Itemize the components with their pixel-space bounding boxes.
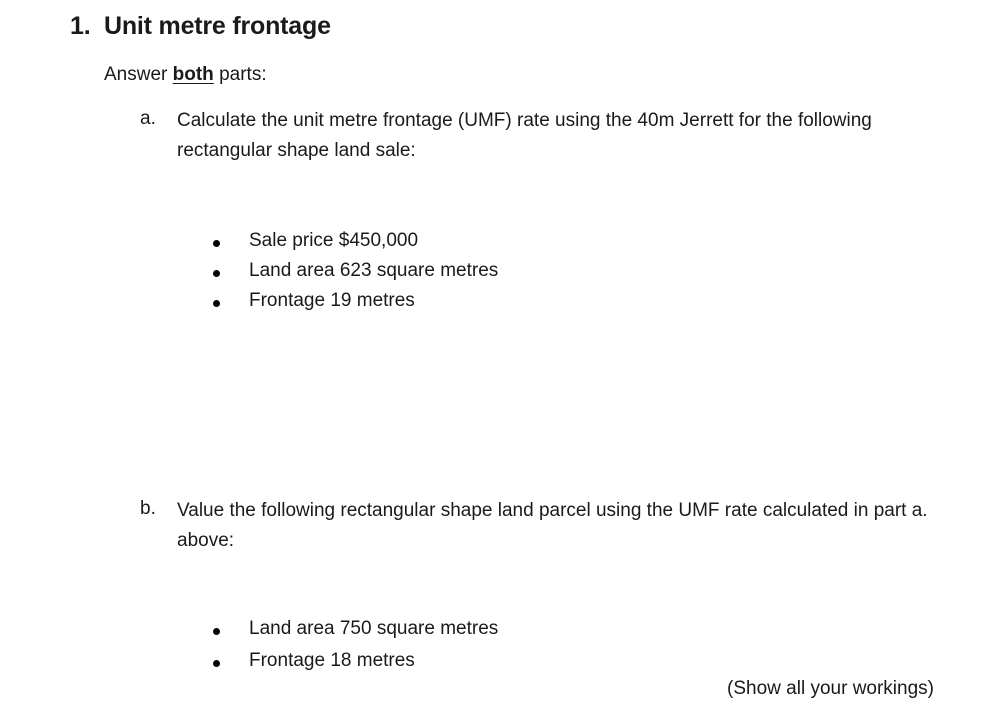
instruction-line [104, 64, 267, 86]
part-b-bullet-2: Frontage 18 metres [249, 650, 415, 671]
part-a-bullet-1: Sale price $450,000 [249, 230, 419, 251]
part-b-bullet-1: Land area 750 square metres [249, 618, 499, 639]
question-title: Unit metre frontage [104, 12, 331, 40]
workings-note: (Show all your workings) [727, 678, 934, 699]
bullet-dot [213, 240, 220, 247]
question-number: 1. [70, 12, 91, 40]
part-a-bullet-2: Land area 623 square metres [249, 260, 499, 281]
bullet-dot [213, 628, 220, 635]
part-b-text: Value the following rectangular shape land parcel using the UMF rate calculated in part a. above: [177, 500, 928, 551]
instruction-suffix: parts: [213, 64, 267, 85]
instruction-prefix: Answer [104, 64, 173, 85]
instruction-emphasis: both [172, 64, 214, 85]
part-a-bullet-3: Frontage 19 metres [249, 290, 415, 311]
bullet-dot [213, 270, 220, 277]
bullet-dot [213, 300, 220, 307]
part-b-letter: b. [140, 498, 156, 519]
part-a-letter: a. [140, 108, 156, 129]
part-a-text: Calculate the unit metre frontage (UMF) rate using the 40m Jerrett for the following rectangular shape land sale: [177, 110, 872, 161]
bullet-dot [213, 660, 220, 667]
